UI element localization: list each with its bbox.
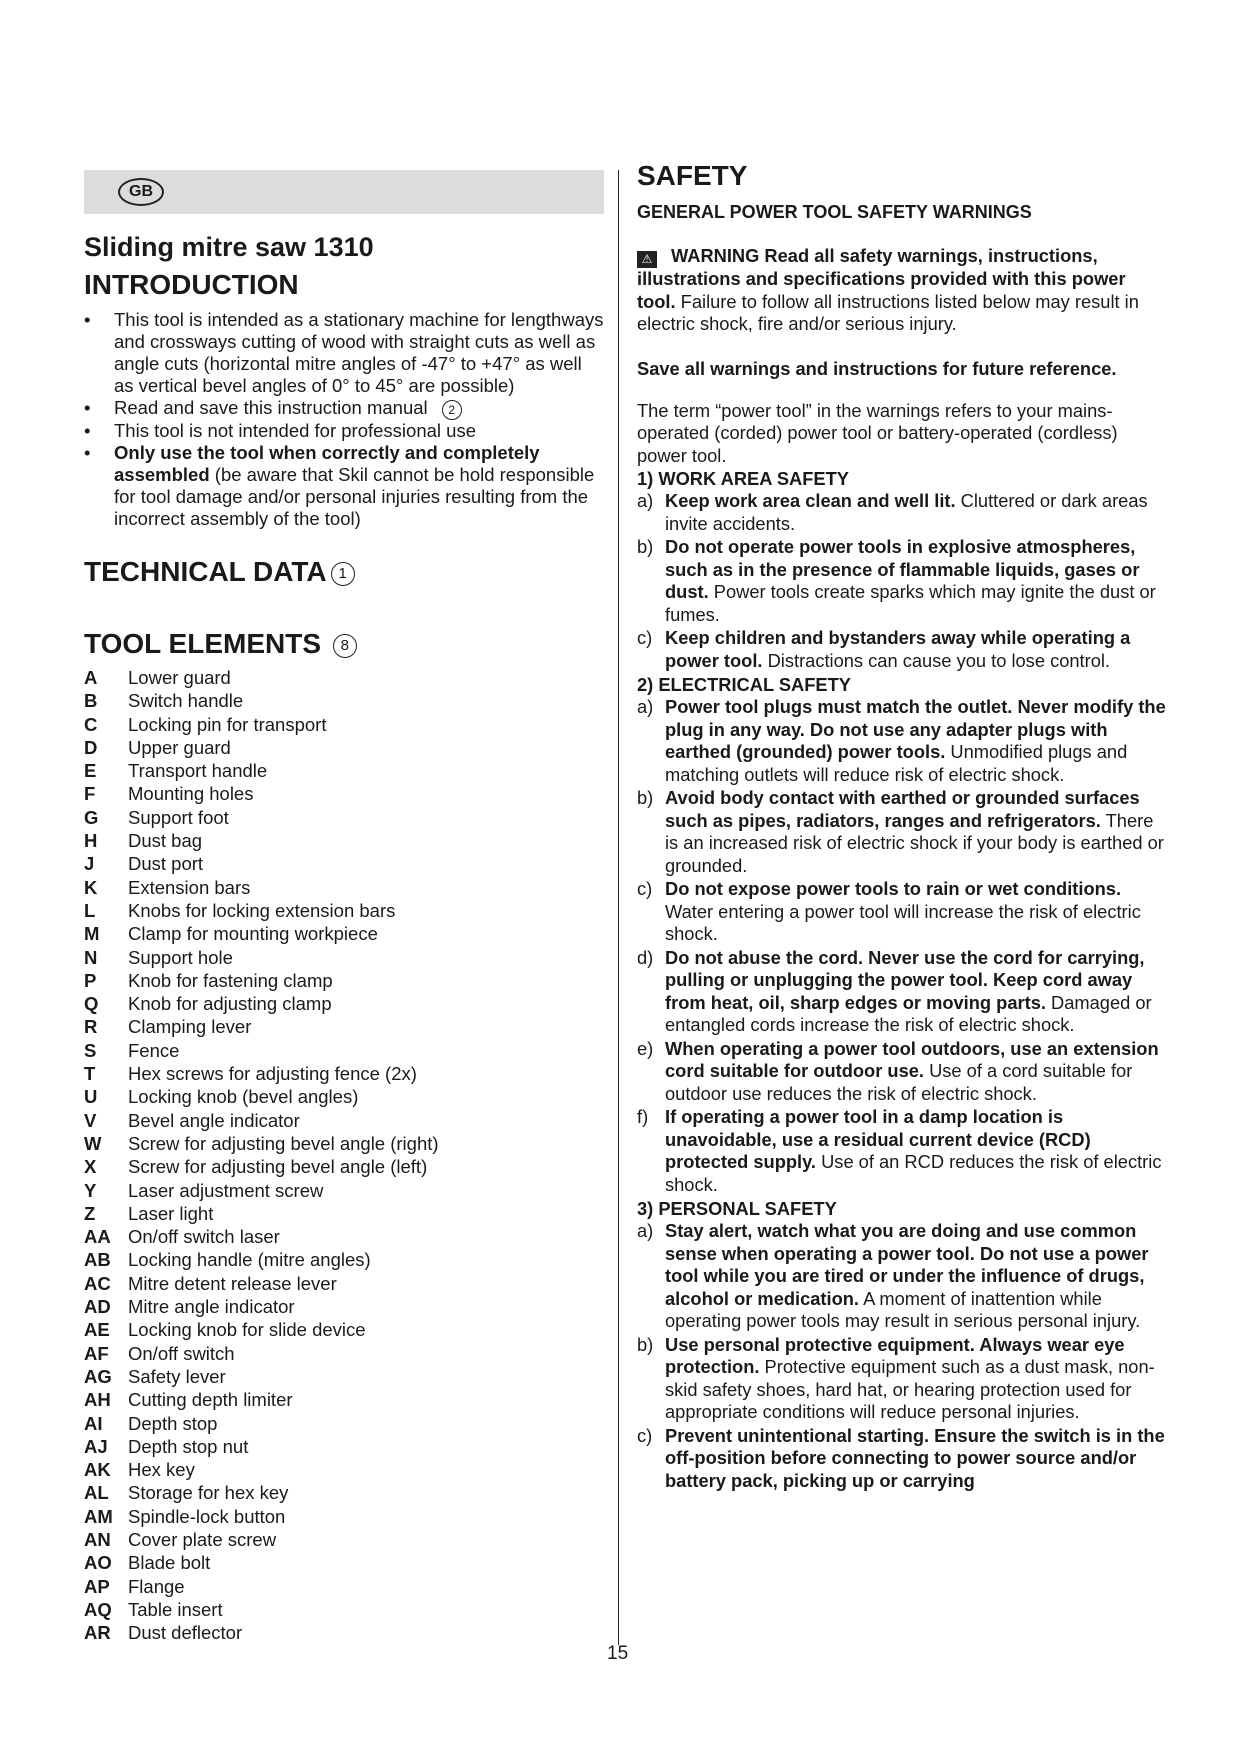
element-label: Mitre angle indicator: [128, 1296, 295, 1318]
tool-element-row: [84, 946, 604, 969]
tool-element-row: [84, 1179, 604, 1202]
element-label: Spindle-lock button: [128, 1505, 286, 1527]
item-rest-text: Cluttered or dark areas invite accidents.: [665, 490, 1148, 534]
element-label: Dust port: [128, 853, 204, 875]
item-text: [665, 1220, 1167, 1333]
tool-element-row: [84, 1342, 604, 1365]
tool-element-row: [84, 713, 604, 736]
tool-element-row: [84, 1388, 604, 1411]
item-label: d): [637, 946, 654, 968]
tool-element-row: [84, 1295, 604, 1318]
tool-element-row: [84, 1109, 604, 1132]
right-column: [637, 160, 1167, 1493]
element-label: Depth stop nut: [128, 1435, 249, 1457]
tool-element-row: [84, 806, 604, 829]
tool-element-row: [84, 969, 604, 992]
safety-item: [637, 490, 1167, 535]
safety-sections: [637, 467, 1167, 1492]
item-label: a): [637, 1220, 654, 1241]
bullet-text: This tool is intended as a stationary machine for lengthways and crossways cutting of wood with straight cuts as well as angle cuts (horizontal mitre angles of -47° to +47° as well as vertical bevel angles of 0° to 45° are possible): [114, 309, 604, 396]
element-letter: AA: [84, 1226, 111, 1248]
item-bold-text: Stay alert, watch what you are doing and use common sense when operating a power tool. Do not use a power tool while you are tired or under the influence of drugs, alcohol or medication.: [665, 1220, 1149, 1309]
element-letter: AQ: [84, 1598, 112, 1620]
element-label: Dust bag: [128, 830, 203, 852]
tool-elements-heading: [84, 628, 604, 660]
item-text: [665, 490, 1167, 535]
item-label: a): [637, 696, 654, 717]
element-label: Safety lever: [128, 1365, 226, 1387]
element-letter: T: [84, 1063, 96, 1085]
element-label: Clamping lever: [128, 1016, 252, 1038]
safety-item: [637, 627, 1167, 672]
element-letter: AJ: [84, 1435, 108, 1457]
tool-element-row: [84, 1481, 604, 1504]
element-label: Mounting holes: [128, 783, 254, 805]
element-label: Storage for hex key: [128, 1482, 289, 1504]
tool-element-row: [84, 992, 604, 1015]
list-item: [84, 397, 604, 420]
element-letter: AN: [84, 1528, 111, 1550]
tool-element-row: [84, 759, 604, 782]
item-rest-text: Damaged or entangled cords increase the risk of electric shock.: [665, 991, 1152, 1035]
element-letter: G: [84, 806, 99, 828]
safety-item: [637, 696, 1167, 786]
element-label: Screw for adjusting bevel angle (left): [128, 1156, 428, 1178]
tool-element-row: [84, 782, 604, 805]
language-bar: [84, 170, 604, 214]
item-bold-text: Prevent unintentional starting. Ensure the switch is in the off-position before connecting to power source and/or battery pack, picking up or carrying: [665, 1424, 1165, 1491]
item-text: [665, 1106, 1167, 1196]
heading-text: TOOL ELEMENTS: [84, 628, 321, 659]
item-rest-text: Use of an RCD reduces the risk of electric shock.: [665, 1151, 1162, 1195]
tool-element-row: [84, 876, 604, 899]
item-label: c): [637, 1424, 653, 1446]
item-text: [665, 1334, 1167, 1424]
safety-item: [637, 1334, 1167, 1424]
element-letter: P: [84, 969, 97, 991]
tool-element-row: [84, 1225, 604, 1248]
element-label: Laser adjustment screw: [128, 1179, 324, 1201]
element-label: Extension bars: [128, 876, 251, 898]
bullet-bold-text: Only use the tool when correctly and completely assembled: [114, 442, 540, 485]
tool-element-row: [84, 1062, 604, 1085]
item-text: [665, 1425, 1167, 1493]
tool-element-row: [84, 1621, 604, 1644]
item-text: [665, 627, 1167, 672]
element-letter: R: [84, 1016, 98, 1038]
element-letter: AI: [84, 1412, 103, 1434]
item-rest-text: Unmodified plugs and matching outlets will reduce risk of electric shock.: [665, 741, 1128, 785]
tool-element-row: [84, 1598, 604, 1621]
element-label: Locking knob for slide device: [128, 1319, 366, 1341]
safety-item: [637, 878, 1167, 946]
element-letter: F: [84, 783, 96, 805]
element-label: Knob for adjusting clamp: [128, 993, 332, 1015]
section-title: 2) ELECTRICAL SAFETY: [637, 674, 851, 695]
item-label: c): [637, 627, 653, 648]
element-letter: M: [84, 923, 100, 945]
element-label: Fence: [128, 1039, 180, 1061]
tool-element-row: [84, 1202, 604, 1225]
element-letter: W: [84, 1132, 102, 1154]
tool-element-row: [84, 666, 604, 689]
item-text: [665, 947, 1167, 1037]
figure-ref: 2: [442, 400, 462, 420]
left-column: [84, 170, 604, 1644]
item-bold-text: Do not expose power tools to rain or wet conditions.: [665, 878, 1122, 899]
warning-bold-text: WARNING Read all safety warnings, instructions, illustrations and specifications provided with this power tool.: [637, 245, 1126, 312]
list-item: [84, 420, 604, 442]
tool-element-row: [84, 736, 604, 759]
item-label: b): [637, 787, 654, 808]
element-letter: J: [84, 853, 95, 875]
safety-item: [637, 1220, 1167, 1333]
safety-item: [637, 1038, 1167, 1106]
item-bold-text: Keep children and bystanders away while operating a power tool.: [665, 627, 1131, 671]
tool-element-row: [84, 1039, 604, 1062]
element-letter: AO: [84, 1552, 112, 1574]
item-text: [665, 696, 1167, 786]
list-item: [84, 309, 604, 397]
element-letter: D: [84, 736, 98, 758]
safety-item: [637, 787, 1167, 877]
tool-element-row: [84, 1528, 604, 1551]
safety-item: [637, 947, 1167, 1037]
item-bold-text: Use personal protective equipment. Always wear eye protection.: [665, 1333, 1125, 1377]
page-number: 15: [607, 1643, 629, 1664]
item-rest-text: A moment of inattention while operating power tools may result in serious personal injury.: [665, 1287, 1141, 1331]
element-label: Switch handle: [128, 690, 244, 712]
tool-element-row: [84, 1505, 604, 1528]
save-instructions: Save all warnings and instructions for future reference.: [637, 357, 1117, 379]
bullet-text: This tool is not intended for professional use: [114, 420, 476, 441]
term-paragraph: The term “power tool” in the warnings refers to your mains-operated (corded) power tool or battery-operated (cordless) power tool.: [637, 399, 1118, 466]
item-rest-text: Water entering a power tool will increase the risk of electric shock.: [665, 900, 1141, 944]
element-label: Blade bolt: [128, 1552, 211, 1574]
introduction-list: [84, 309, 604, 530]
figure-ref: 1: [331, 562, 355, 586]
element-label: Hex key: [128, 1459, 195, 1481]
element-letter: AC: [84, 1272, 111, 1294]
element-label: Upper guard: [128, 736, 231, 758]
element-label: Lower guard: [128, 667, 231, 688]
tool-element-row: [84, 852, 604, 875]
tool-element-row: [84, 1318, 604, 1341]
element-letter: U: [84, 1086, 98, 1108]
document-title: Sliding mitre saw 1310: [84, 232, 374, 262]
language-badge: GB: [118, 178, 164, 206]
item-label: c): [637, 878, 653, 899]
section-title: 3) PERSONAL SAFETY: [637, 1198, 837, 1219]
element-label: Locking knob (bevel angles): [128, 1086, 359, 1108]
bullet-text: (be aware that Skil cannot be hold responsible for tool damage and/or personal injuries resulting from the incorrect assembly of the tool): [114, 464, 595, 529]
item-text: [665, 878, 1167, 946]
tool-element-row: [84, 922, 604, 945]
list-item: [84, 442, 604, 530]
element-label: Support foot: [128, 806, 229, 828]
element-letter: E: [84, 760, 97, 782]
item-label: e): [637, 1037, 654, 1059]
item-rest-text: Protective equipment such as a dust mask, non-skid safety shoes, hard hat, or hearing protection used for appropriate conditions will reduce personal injuries.: [665, 1356, 1155, 1422]
element-letter: AB: [84, 1249, 111, 1271]
item-rest-text: Power tools create sparks which may ignite the dust or fumes.: [665, 581, 1156, 625]
element-letter: AE: [84, 1319, 110, 1341]
technical-data-heading: [84, 556, 604, 588]
element-letter: Q: [84, 993, 99, 1015]
tool-element-row: [84, 829, 604, 852]
tool-element-row: [84, 1458, 604, 1481]
element-letter: AH: [84, 1389, 111, 1411]
element-label: Locking handle (mitre angles): [128, 1249, 371, 1271]
item-label: a): [637, 490, 654, 511]
element-letter: A: [84, 667, 98, 688]
safety-heading: SAFETY: [637, 160, 748, 191]
item-rest-text: Use of a cord suitable for outdoor use reduces the risk of electric shock.: [665, 1060, 1133, 1104]
element-letter: X: [84, 1156, 97, 1178]
element-letter: Y: [84, 1179, 97, 1201]
element-label: Locking pin for transport: [128, 713, 327, 735]
element-letter: AD: [84, 1296, 111, 1318]
item-bold-text: Do not operate power tools in explosive atmospheres, such as in the presence of flammable liquids, gases or dust.: [665, 536, 1140, 602]
element-label: Cover plate screw: [128, 1528, 277, 1550]
safety-item: [637, 1425, 1167, 1493]
element-label: On/off switch laser: [128, 1226, 280, 1248]
item-text: [665, 1038, 1167, 1106]
element-label: Dust deflector: [128, 1622, 243, 1644]
tool-elements-list: [84, 666, 604, 1644]
element-letter: V: [84, 1109, 97, 1131]
element-label: Flange: [128, 1575, 185, 1597]
item-rest-text: There is an increased risk of electric shock if your body is earthed or grounded.: [665, 809, 1164, 876]
tool-element-row: [84, 1365, 604, 1388]
element-letter: AP: [84, 1575, 110, 1597]
element-label: Laser light: [128, 1202, 214, 1224]
tool-element-row: [84, 1155, 604, 1178]
item-label: b): [637, 536, 654, 557]
item-bold-text: When operating a power tool outdoors, use an extension cord suitable for outdoor use.: [665, 1037, 1159, 1081]
tool-element-row: [84, 1435, 604, 1458]
item-text: [665, 787, 1167, 877]
element-letter: K: [84, 876, 98, 898]
item-label: b): [637, 1333, 654, 1355]
item-bold-text: Power tool plugs must match the outlet. Never modify the plug in any way. Do not use any adapter plugs with earthed (grounded) power tools.: [665, 696, 1166, 762]
element-letter: AR: [84, 1622, 111, 1644]
figure-ref: 8: [333, 634, 357, 658]
element-label: Table insert: [128, 1598, 223, 1620]
item-bold-text: Do not abuse the cord. Never use the cord for carrying, pulling or unplugging the power tool. Keep cord away from heat, oil, sharp edges or moving parts.: [665, 946, 1145, 1013]
element-letter: AK: [84, 1459, 111, 1481]
warning-paragraph: [637, 245, 1167, 336]
element-letter: AG: [84, 1365, 112, 1387]
element-label: On/off switch: [128, 1342, 235, 1364]
element-label: Knob for fastening clamp: [128, 969, 333, 991]
item-bold-text: If operating a power tool in a damp location is unavoidable, use a residual current device (RCD) protected supply.: [665, 1106, 1091, 1172]
introduction-heading: INTRODUCTION: [84, 269, 299, 300]
bullet-text: Read and save this instruction manual: [114, 397, 428, 418]
tool-element-row: [84, 1132, 604, 1155]
warning-icon: ⚠: [637, 251, 657, 268]
element-letter: AL: [84, 1482, 109, 1504]
element-letter: H: [84, 830, 98, 852]
section-title: 1) WORK AREA SAFETY: [637, 468, 849, 489]
element-letter: AF: [84, 1342, 109, 1364]
element-label: Knobs for locking extension bars: [128, 899, 396, 921]
element-letter: C: [84, 713, 98, 735]
tool-element-row: [84, 1575, 604, 1598]
element-label: Clamp for mounting workpiece: [128, 923, 378, 945]
general-warnings-heading: GENERAL POWER TOOL SAFETY WARNINGS: [637, 202, 1032, 222]
tool-element-row: [84, 1551, 604, 1574]
item-label: f): [637, 1106, 649, 1127]
tool-element-row: [84, 1085, 604, 1108]
tool-element-row: [84, 1248, 604, 1271]
item-rest-text: Distractions can cause you to lose control.: [762, 649, 1111, 671]
tool-element-row: [84, 689, 604, 712]
safety-item: [637, 1106, 1167, 1196]
element-label: Mitre detent release lever: [128, 1272, 337, 1294]
item-bold-text: Avoid body contact with earthed or grounded surfaces such as pipes, radiators, ranges and refrigerators.: [665, 787, 1140, 831]
element-label: Depth stop: [128, 1412, 218, 1434]
warning-text: Failure to follow all instructions listed below may result in electric shock, fire and/or serious injury.: [637, 290, 1139, 334]
tool-element-row: [84, 1272, 604, 1295]
element-letter: S: [84, 1039, 97, 1061]
tool-element-row: [84, 1015, 604, 1038]
element-letter: B: [84, 690, 98, 712]
safety-item: [637, 536, 1167, 626]
element-label: Support hole: [128, 946, 233, 968]
element-letter: N: [84, 946, 98, 968]
heading-text: TECHNICAL DATA: [84, 556, 327, 587]
tool-element-row: [84, 1412, 604, 1435]
element-label: Cutting depth limiter: [128, 1389, 293, 1411]
item-bold-text: Keep work area clean and well lit.: [665, 490, 956, 511]
element-letter: Z: [84, 1202, 96, 1224]
item-text: [665, 536, 1167, 626]
element-letter: L: [84, 899, 96, 921]
element-label: Transport handle: [128, 760, 268, 782]
column-divider: [618, 170, 619, 1645]
element-label: Hex screws for adjusting fence (2x): [128, 1063, 417, 1085]
element-label: Screw for adjusting bevel angle (right): [128, 1132, 439, 1154]
element-letter: AM: [84, 1505, 113, 1527]
element-label: Bevel angle indicator: [128, 1109, 300, 1131]
tool-element-row: [84, 899, 604, 922]
